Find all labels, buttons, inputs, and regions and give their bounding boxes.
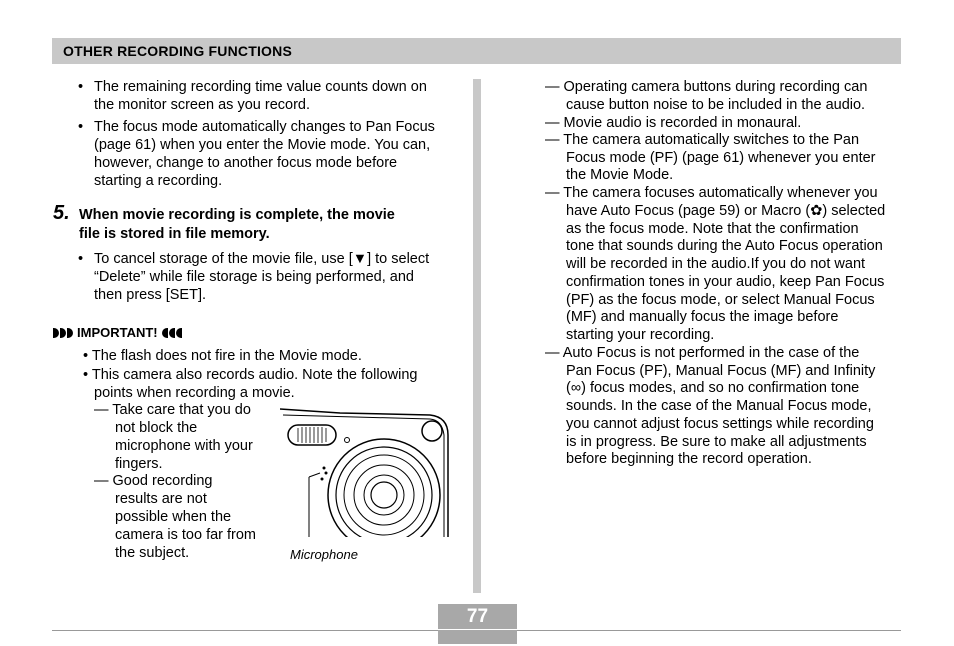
important-marks-right-icon	[162, 328, 182, 338]
step-bullet-line-1: To cancel storage of the movie file, use [▼] to select	[94, 251, 430, 267]
sub-item-1-line-1: — Take care that you do	[94, 402, 251, 418]
right-item-3-line-3: the Movie Mode.	[566, 167, 674, 183]
sub-item-2-line-4: camera is too far from	[115, 527, 257, 543]
right-item-3-line-1: — The camera automatically switches to the Pan	[545, 132, 860, 148]
right-item-5-line-5: you cannot adjust focus settings while recording	[566, 416, 874, 432]
column-divider	[473, 79, 481, 593]
section-header	[52, 38, 901, 64]
important-marks-left-icon	[53, 328, 73, 338]
bullet-dot: •	[78, 251, 84, 267]
right-item-5-line-7: before beginning the record operation.	[566, 451, 812, 467]
bullet-1-line-1: The remaining recording time value counts down on	[94, 79, 427, 95]
bullet-2-line-2: (page 61) when you enter the Movie mode. You can,	[94, 137, 431, 153]
step-bullet-line-3: then press [SET].	[94, 287, 207, 303]
right-item-4-line-7: (PF) as the focus mode, or select Manual Focus	[566, 292, 875, 308]
right-item-1-line-2: cause button noise to be included in the audio.	[566, 97, 866, 113]
right-item-5-line-1: — Auto Focus is not performed in the case of the	[545, 345, 860, 361]
sub-item-2-line-3: possible when the	[115, 509, 232, 525]
right-item-5-line-6: is in progress. Be sure to make all adjustments	[566, 434, 867, 450]
important-item-2-line-1: • This camera also records audio. Note the following	[83, 367, 418, 383]
camera-illustration	[280, 405, 450, 537]
right-item-4-line-1: — The camera focuses automatically whenever you	[545, 185, 878, 201]
image-caption: Microphone	[290, 547, 358, 562]
right-item-5-line-2: Pan Focus (PF), Manual Focus (MF) and Infinity	[566, 363, 876, 379]
step-heading-line-2: file is stored in file memory.	[79, 226, 270, 242]
sub-item-1-line-2: not block the	[115, 420, 198, 436]
bullet-dot: •	[78, 79, 84, 95]
bullet-2-line-4: starting a recording.	[94, 173, 223, 189]
sub-item-1-line-3: microphone with your	[115, 438, 253, 454]
step-bullet-line-2: “Delete” while file storage is being performed, and	[94, 269, 414, 285]
right-item-4-line-6: confirmation tones in your audio, keep Pan Focus	[566, 274, 885, 290]
right-item-4-line-2: have Auto Focus (page 59) or Macro (✿) selected	[566, 203, 886, 219]
right-item-4-line-8: (MF) and manually focus the image before	[566, 309, 839, 325]
important-heading	[53, 325, 182, 340]
step-heading-line-1: When movie recording is complete, the movie	[79, 207, 395, 223]
sub-item-2-line-5: the subject.	[115, 545, 190, 561]
right-item-4-line-3: as the focus mode. Note that the confirmation	[566, 221, 859, 237]
sub-item-1-line-4: fingers.	[115, 456, 163, 472]
right-item-5-line-3: (∞) focus modes, and so no confirmation tone	[566, 380, 860, 396]
page-number-tab	[438, 630, 517, 644]
sub-item-2-line-2: results are not	[115, 491, 207, 507]
right-item-1-line-1: — Operating camera buttons during recording can	[545, 79, 868, 95]
right-item-5-line-4: sounds. In the case of the Manual Focus mode,	[566, 398, 872, 414]
section-title: OTHER RECORDING FUNCTIONS	[63, 43, 292, 59]
important-label: IMPORTANT!	[77, 325, 158, 340]
bullet-2-line-1: The focus mode automatically changes to Pan Focus	[94, 119, 435, 135]
important-item-1: • The flash does not fire in the Movie mode.	[83, 348, 362, 364]
step-number: 5.	[53, 202, 70, 224]
important-item-2-line-2: points when recording a movie.	[94, 385, 295, 401]
step-heading	[79, 206, 459, 244]
bullet-1-line-2: the monitor screen as you record.	[94, 97, 310, 113]
page-number-box	[438, 604, 517, 644]
page-number: 77	[438, 604, 517, 629]
right-item-4-line-9: starting your recording.	[566, 327, 715, 343]
right-item-3-line-2: Focus mode (PF) (page 61) whenever you enter	[566, 150, 876, 166]
sub-item-2-line-1: — Good recording	[94, 473, 213, 489]
right-item-4-line-4: tone that sounds during the Auto Focus operation	[566, 238, 883, 254]
right-item-2-line-1: — Movie audio is recorded in monaural.	[545, 115, 802, 131]
bullet-dot: •	[78, 119, 84, 135]
right-item-4-line-5: will be recorded in the audio.If you do not want	[566, 256, 866, 272]
bullet-2-line-3: however, change to another focus mode before	[94, 155, 398, 171]
